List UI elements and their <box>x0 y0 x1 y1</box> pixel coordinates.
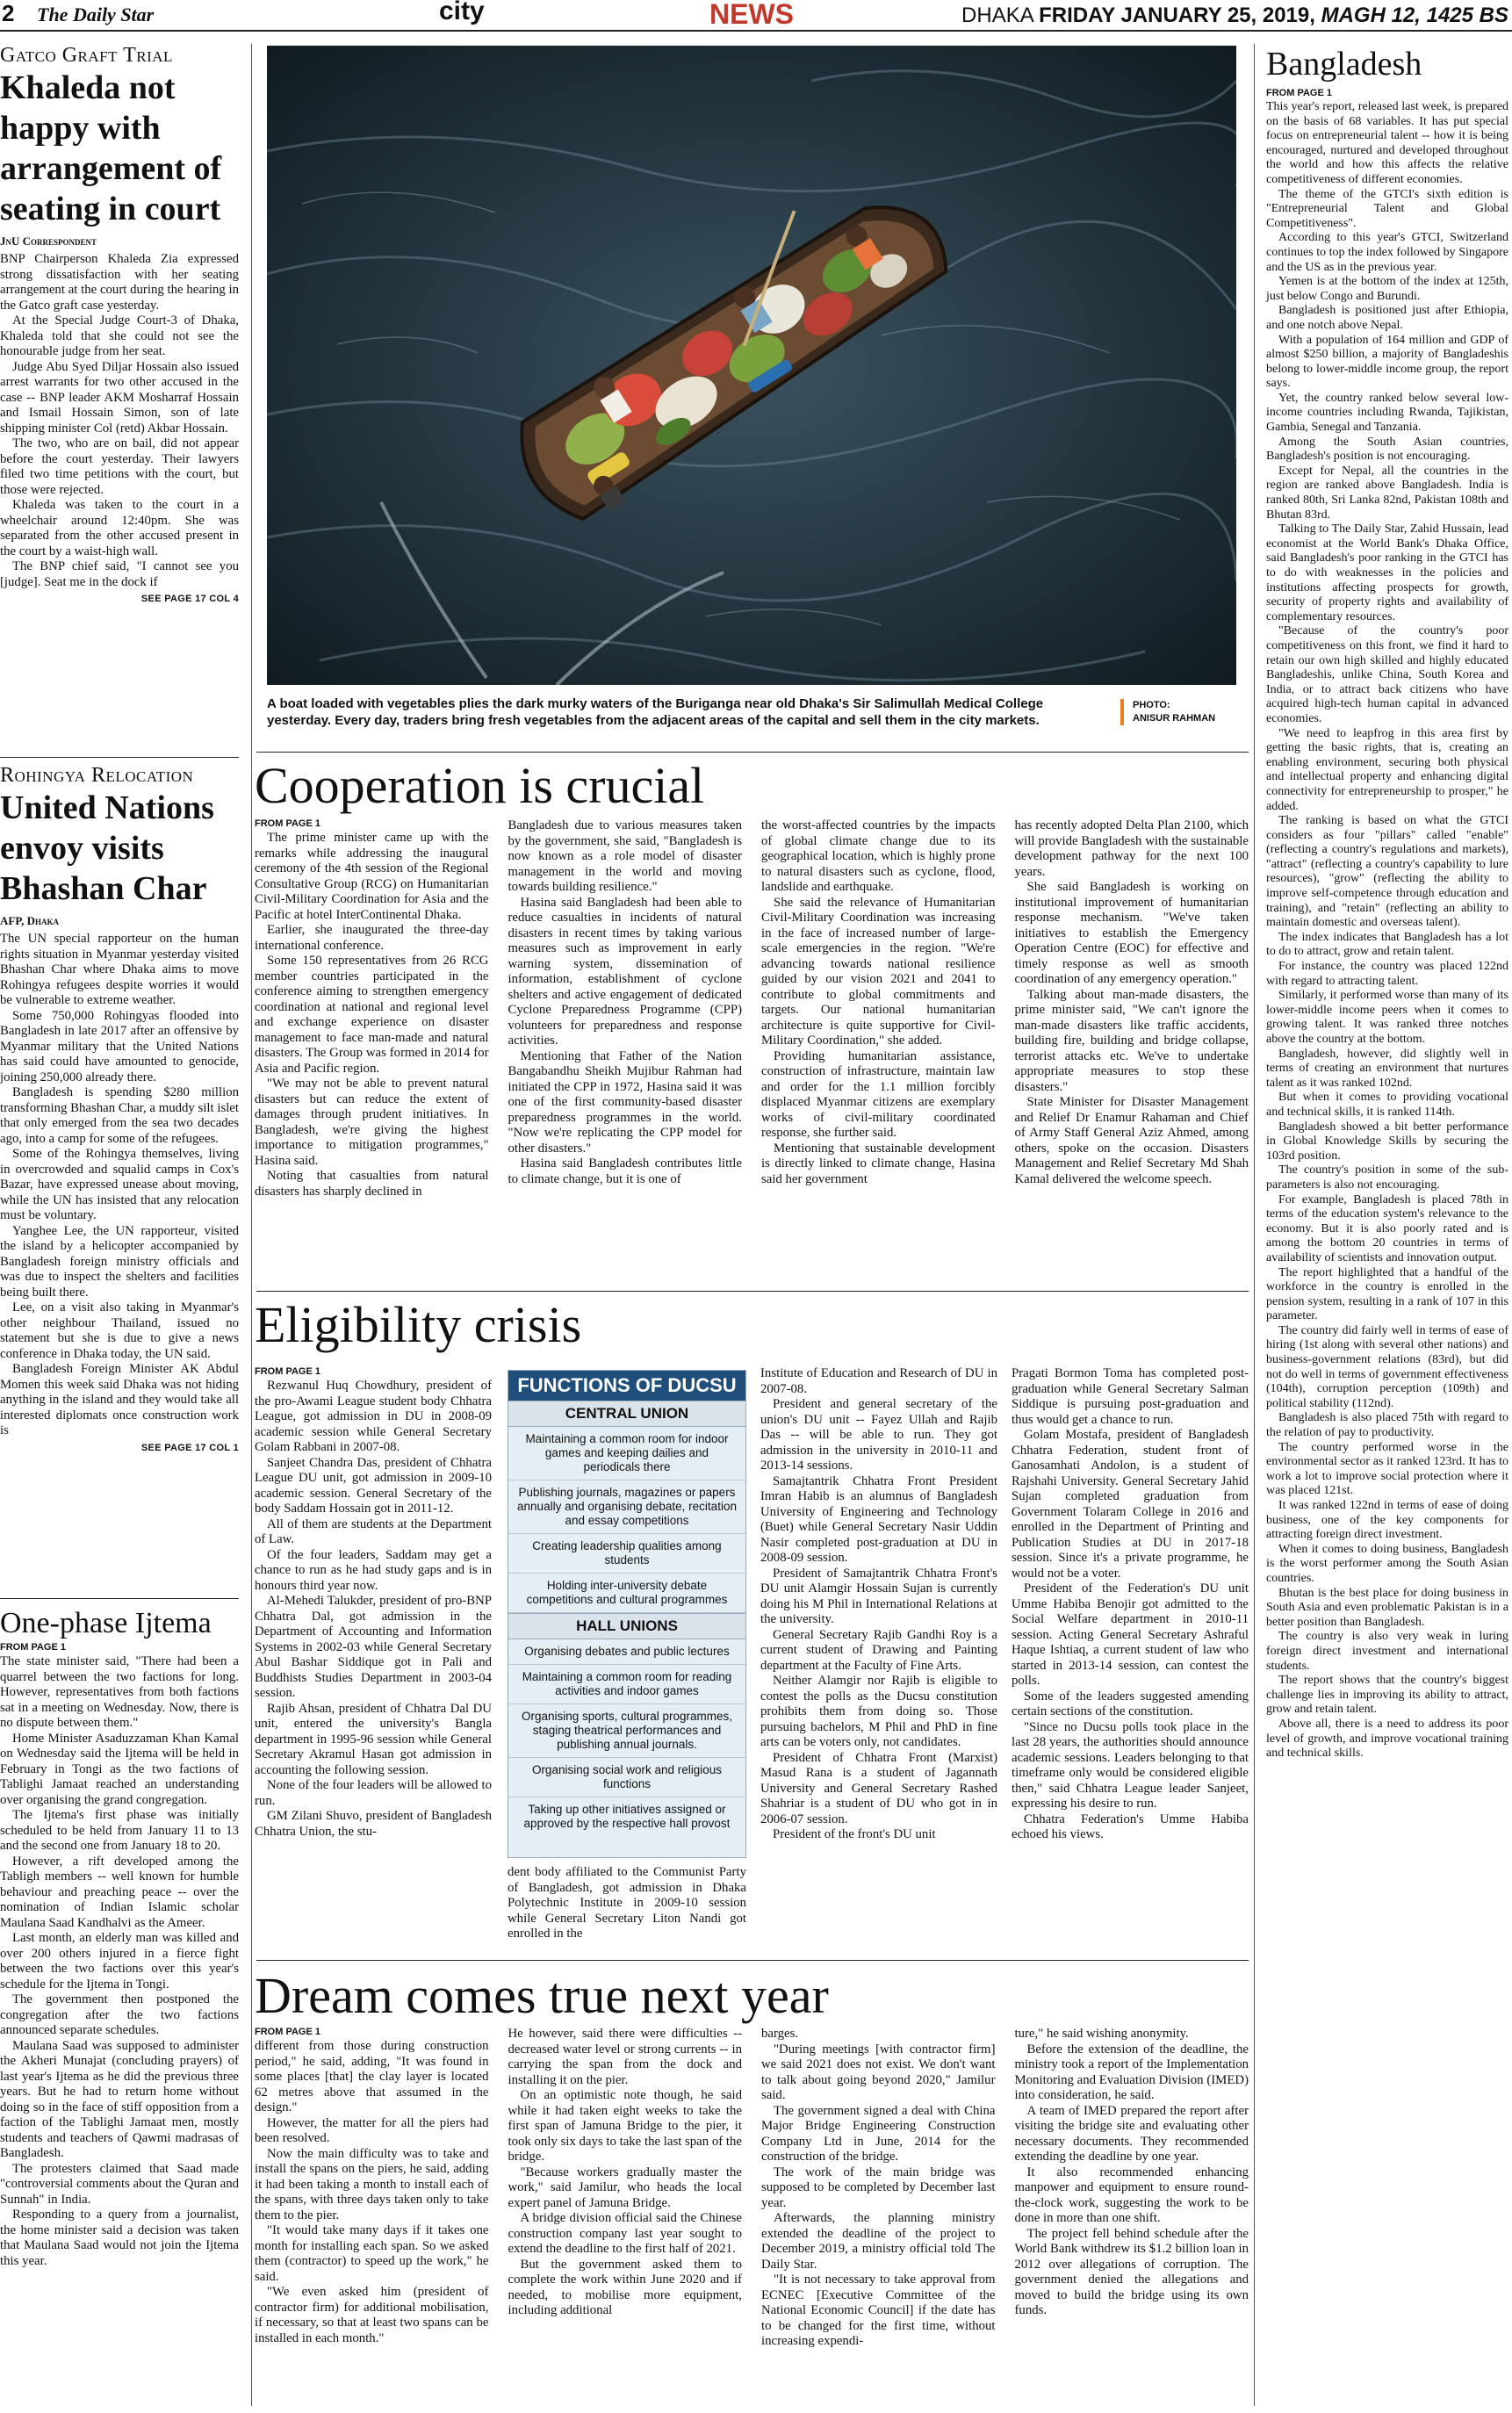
dateline: DHAKA FRIDAY JANUARY 25, 2019, MAGH 12, 1425 BS <box>961 4 1508 27</box>
column-rule <box>251 44 252 2406</box>
article-column: FROM PAGE 1 Rezwanul Huq Chowdhury, president of the pro-Awami League student body Chhatra League, got admission in DU in 2008-09 academic session while General Secretary Golam Rabbani in 2007-08. Sanjeet Chandra Das, president of Chhatra League DU unit, got admission in 2009-10 academic session. General Secretary of the body Saddam Hossain got in 2011-12. All of them are students at the Department of Law. Of the four leaders, Saddam may get a chance to run as he had study gaps and is in honours third year now. Al-Mehedi Talukder, president of pro-BNP Chhatra Dal, got admission in the Department of Accounting and Information Systems in 2002-03 while General Secretary Abul Bashar Siddique got in Pali and Buddhists Studies Department in 2003-04 session. Rajib Ahsan, president of Chhatra Dal DU unit, entered the university's Bangla department in 1995-96 session while General Secretary Akramul Hasan got admission in accounting the following session. None of the four leaders will be allowed to run. GM Zilani Shuvo, president of Bangladesh Chhatra Union, the stu- <box>255 1366 492 1839</box>
article-column: FROM PAGE 1 The prime minister came up with the remarks while addressing the inaugural ceremony of the 4th session of the Regional Consultative Group (RCG) on Humanitarian Civil-Military Coordination for Asia and the Pacific at hotel InterContinental Dhaka. Earlier, she inaugurated the three-day international conference. Some 150 representatives from 26 RCG member countries participated in the conference aiming to strengthen emergency coordination at national and regional level and exchange experience on disaster management to face man-made and natural disasters. The Group was formed in 2014 for Asia and Pacific region. "We may not be able to prevent natural disasters but can reduce the extent of damages through prudent initiatives. In Bangladesh, we're giving the highest importance to mitigation programmes," Hasina said. Noting that casualties from natural disasters has sharply declined in <box>255 818 489 1199</box>
photo-caption: A boat loaded with vegetables plies the dark murky waters of the Buriganga near old Dhaka's Sir Salimullah Medical College yesterday. Every day, traders bring fresh vegetables from the adjacent areas of the capital and sell them in the city markets. <box>267 696 1044 728</box>
divider <box>256 1291 1249 1292</box>
headline[interactable]: United Nations envoy visits Bhashan Char <box>0 789 214 907</box>
divider <box>0 1598 239 1599</box>
article-column: Pragati Bormon Toma has completed post-graduation while General Secretary Salman Siddique is pursuing post-graduation and thus would get a chance to run. Golam Mostafa, president of Bangladesh Chhatra Federation, student front of Ganosamhati Andolon, is a student of Rajshahi University. General Secretary Jahid Sujan completed graduation from Government Tolaram College in 2016 and enrolled in the Department of Printing and Publication Studies at DU in 2017-18 session. Since it's a private programme, he would not be a voter. President of the Federation's DU unit Umme Habiba Benojir got admitted to the Social Welfare department in 2010-11 session. Acting General Secretary Ashraful Haque Ishtiaq, a current student of law who started in 2013-14 session, can contest the polls. Some of the leaders suggested amending certain sections of the constitution. "Since no Ducsu polls took place in the last 28 years, the authorities should announce academic sessions. Leaders belonging to that timeframe only would be considered eligible then," said Chhatra League leader Sanjeet, expressing his desire to run. Chhatra Federation's Umme Habiba echoed his views. <box>1012 1366 1249 1841</box>
article-column: He however, said there were difficulties -- decreased water level or strong currents -- in carrying the span from the dock and installing it on the pier. On an optimistic note though, he said while it had taken eight weeks to take the first span of Jamuna Bridge to the pier, it took only six days to take the last span of the bridge. "Because workers gradually master the work," said Jamilur, who heads the local expert panel of Jamuna Bridge. A bridge division official said the Chinese construction company last year sought to extend the deadline to the first half of 2021. But the government asked them to complete the work within June 2020 and if needed, to mobilise more equipment, including additional <box>508 2027 742 2317</box>
list-item: Organising social work and religious functions <box>508 1758 745 1797</box>
byline: JnU Correspondent <box>0 234 97 248</box>
jump-link[interactable]: SEE PAGE 17 COL 4 <box>140 594 239 604</box>
story-cooperation <box>255 757 1249 1199</box>
story-ijtema <box>0 1605 239 2269</box>
headline[interactable]: Cooperation is crucial <box>255 757 705 814</box>
story-bangladesh-gtci <box>1266 44 1508 1761</box>
story-dream <box>255 1967 1249 2350</box>
jump-link[interactable]: SEE PAGE 17 COL 1 <box>140 1442 239 1453</box>
article-column: ture," he said wishing anonymity. Before the extension of the deadline, the ministry took a report of the Implementation Monitoring and Evaluation Division (IMED) into consideration, he said. A team of IMED prepared the report after visiting the bridge site and evaluating other necessary documents. They recommended extending the deadline by one year. It also recommended enhancing manpower and equipment to ensure round-the-clock work, suggesting the work to be done in more than one shift. The project fell behind schedule after the World Bank withdrew its $1.2 billion loan in 2012 over allegations of corruption. The government denied the allegations and moved to build the bridge using its own funds. <box>1014 2027 1249 2317</box>
headline[interactable]: One-phase Ijtema <box>0 1607 212 1639</box>
article-column: has recently adopted Delta Plan 2100, which will provide Bangladesh with the sustainable development pathway for the next 100 years. She said Bangladesh is working on institutional improvement of humanitarian response mechanism. "We've taken initiatives to establish the Emergency Operation Centre (EOC) for effective and timely response as well as smooth coordination of any emergency operation." Talking about man-made disasters, the prime minister said, "We can't ignore the man-made disasters like traffic accidents, building fire, building and bridge collapse, terrorist attacks etc. We've to undertake appropriate measures to stop these disasters." State Minister for Disaster Management and Relief Dr Enamur Rahaman and Chief of Army Staff General Aziz Ahmed, among others, spoke on the occasion. Disasters Management and Relief Secretary Md Shah Kamal delivered the welcome speech. <box>1014 818 1249 1186</box>
column-rule <box>1254 44 1255 2406</box>
from-page: FROM PAGE 1 <box>0 1642 66 1653</box>
box-subtitle: CENTRAL UNION <box>508 1401 745 1427</box>
list-item: Maintaining a common room for indoor games and keeping dailies and periodicals there <box>508 1427 745 1480</box>
article-column: Bangladesh due to various measures taken by the government, she said, "Bangladesh is now known as a role model of disaster management in the world and moving towards building resilience." Hasina said Bangladesh had been able to reduce casualties in incidents of natural disasters in recent times by taking various measures such as improvement in early warning system, dissemination of information, establishment of cyclone shelters and active engagement of dedicated Cyclone Preparedness Programme (CPP) volunteers for preparedness and response activities. Mentioning that Father of the Nation Bangabandhu Sheikh Mujibur Rahman had initiated the CPP in 1972, Hasina said it was one of the first community-based disaster preparedness programmes in the world. "Now we're replicating the CPP model for other disasters." Hasina said Bangladesh contributes little to climate change, but it is one of <box>508 818 742 1186</box>
article-column: FROM PAGE 1 different from those during construction period," he said, adding, "It was found in some places [that] the clay layer is located 62 metres above that assumed in the design." However, the matter for all the piers had been resolved. Now the main difficulty was to take and install the spans on the piers, he said, adding it had been taking a month to install each of the spans, with three days taken only to take them to the pier. "It would take many days if it takes one month for installing each span. So we asked them (contractor) to speed up the work," he said. "We even asked him (president of contractor firm) for additional mobilisation, if necessary, so that at least two spans can be installed in each month." <box>255 2027 489 2345</box>
article-column: dent body affiliated to the Communist Party of Bangladesh, got admission in Dhaka Polytechnic Institute in 2009-10 session while General Secretary Liton Nandi got enrolled in the <box>508 1865 746 1941</box>
headline[interactable]: Bangladesh <box>1266 46 1422 83</box>
article-body: BNP Chairperson Khaleda Zia expressed strong dissatisfaction with her seating arrangement at the court during the hearing in the Gatco graft case yesterday. At the Special Judge Court-3 of Dhaka, Khaleda told that she could not see the honourable judge from her seat. Judge Abu Syed Diljar Hossain also issued arrest warrants for two other accused in the case -- BNP leader AKM Mosharraf Hossain and Ismail Hossain Simon, son of late shipping minister Col (retd) Akbar Hossain. The two, who are on bail, did not appear before the court yesterday. Their lawyers filed two time petitions with the court, but those were rejected. Khaleda was taken to the court in a wheelchair around 12:40pm. She was separated from the other accused present in the court by a waist-high wall. The BNP chief said, "I cannot see you [judge]. Seat me in the dock if <box>0 252 239 589</box>
divider <box>256 1960 1249 1961</box>
headline[interactable]: Dream comes true next year <box>255 1967 829 2024</box>
article-column: Institute of Education and Research of DU in 2007-08. President and general secretary of the union's DU unit -- Fayez Ullah and Rajib Das -- will be able to run. They got admission in the university in 2010-11 and 2013-14 sessions. Samajtantrik Chhatra Front President Imran Habib is an alumnus of Bangladesh University of Engineering and Technology (Buet) while General Secretary Nasir Uddin Nasir completed post-graduation at DU in 2008-09 session. President of Samajtantrik Chhatra Front's DU unit Alamgir Hossain Sujan is currently doing his M Phil in International Relations at the university. General Secretary Rajib Gandhi Roy is a current student of Drawing and Painting department at the Faculty of Fine Arts. Neither Alamgir nor Rajib is eligible to contest the polls as the Ducsu constitution prohibits them from doing so. Those pursuing bachelors, M Phil and PhD in fine arts can be voters only, not candidates. President of Chhatra Front (Marxist) Masud Rana is a student of Jagannath University and General Secretary Rashed Shahriar is a student of DU who got in in 2006-07 session. President of the front's DU unit <box>760 1366 997 1841</box>
kicker: Rohingya Relocation <box>0 764 194 787</box>
brand-logo: The Daily Star <box>37 4 155 25</box>
story-eligibility <box>255 1296 1249 1354</box>
article-body: This year's report, released last week, is prepared on the basis of 68 variables. It has put special focus on entrepreneurial talent -- how it is being encouraged, nurtured and developed throughout the world and how this affects the relative competitiveness of different economies. The theme of the GTCI's sixth edition is "Entrepreneurial Talent and Global Competitiveness". According to this year's GTCI, Switzerland continues to top the index followed by Singapore and the US as in the previous year. Yemen is at the bottom of the index at 125th, just below Congo and Burundi. Bangladesh is positioned just after Ethiopia, and one notch above Nepal. With a population of 164 million and GDP of almost $250 billion, a majority of Bangladeshis belong to lower-middle income group, the report says. Yet, the country ranked below several low-income countries including Rwanda, Tajikistan, Gambia, Senegal and Tanzania. Among the South Asian countries, Bangladesh's position is not encouraging. Except for Nepal, all the countries in the region are ranked above Bangladesh. India is ranked 80th, Sri Lanka 82nd, Pakistan 108th and Bhutan 83rd. Talking to The Daily Star, Zahid Hussain, lead economist at the World Bank's Dhaka Office, said Bangladesh's poor ranking in the GTCI has to do with weaknesses in the policies and institutions affecting prospects for growth, security of property rights and availability of complementary resources. "Because of the country's poor competitiveness on this front, we find it hard to retain our own high skilled and highly educated Bangladeshis, unlike China, South Korea and India, or to attract back citizens who have acquired high-tech human capital in advanced economies. "We need to leapfrog in this area first by getting the basic rights, that is, creating an enabling environment, securing both physical and intellectual property and enhancing digital connectivity for entrepreneurship to prosper," he added. The ranking is based on what the GTCI considers as four "pillars" called "enable" (reflecting a country's regulations and markets), "attract" (reflecting a country's capability to lure resources), "grow" (reflecting the ability to improve self-competence through education and training), and "retain" (reflecting an ability to maintain domestic and overseas talent). The index indicates that Bangladesh has a lot to do to attract, grow and retain talent. For instance, the country was placed 122nd with regard to attracting talent. Similarly, it performed worse than many of its lower-middle income peers when it comes to growing talent. It was ranked three notches above the country at the bottom. Bangladesh, however, did slightly well in terms of creating an environment that nurtures talent as it was ranked 102nd. But when it comes to providing vocational and technical skills, it is ranked 114th. Bangladesh showed a bit better performance in Global Knowledge Skills by securing the 103rd position. The country's position in some of the sub-parameters is also not encouraging. For example, Bangladesh is placed 78th in terms of the education system's relevance to the economy. But it is also poorly rated and is among the bottom 20 countries in terms of availability of scientists and innovation output. The report highlighted that a handful of the workforce in the country is enrolled in the pension system, resulting in a rank of 107 in this parameter. The country did fairly well in terms of ease of hiring (1st along with several other nations) and business-government relations (83rd), but did not do well in terms of government effectiveness (104th), corruption perception (109th) and political stability (112nd). Bangladesh is also placed 75th with regard to the relation of pay to productivity. The country performed worse in the environmental sector as it ranked 123rd. It has to work a lot to improve social protection where it was placed 121st. It was ranked 122nd in terms of ease of doing business, one of the key components for attracting foreign direct investment. When it comes to doing business, Bangladesh is the worst performer among the South Asian countries. Bhutan is the best place for doing business in South Asia and even problematic Pakistan is in a better position than Bangladesh. The country is also very weak in luring foreign direct investment and international students. The report shows that the country's biggest challenge lies in improving its ability to attract, grow and retain talent. Above all, there is a need to address its poor level of growth, and improve vocational training and technical skills. <box>1266 100 1508 1761</box>
list-item: Maintaining a common room for reading activities and indoor games <box>508 1665 745 1704</box>
list-item: Organising debates and public lectures <box>508 1639 745 1665</box>
article-body: The state minister said, "There had been a quarrel between the two factions for long. However, representatives from both factions sat in a meeting on Wednesday. Now, there is no dispute between them." Home Minister Asaduzzaman Khan Kamal on Wednesday said the Ijtema will be held in February in Tongi as the two factions of Tablighi Jamaat reached an understanding over organising the grand congregation. The Ijtema's first phase was initially scheduled to be held from January 11 to 13 and the second one from January 18 to 20. However, a rift developed among the Tabligh members -- well known for humble behaviour and preaching peace -- over the nomination of Indian Islamic scholar Maulana Saad Kandhalvi as the Ameer. Last month, an elderly man was killed and over 200 others injured in a fierce fight between the two factions over this year's schedule for the Ijtema in Tongi. The government then postponed the congregation after the two factions announced separate schedules. Maulana Saad was supposed to administer the Akheri Munajat (concluding prayers) of last year's Ijtema as he did the previous three years. But he had to return home without doing so in the face of stiff opposition from a faction of the Tablighi Jamaat men, mostly students and teachers of Qawmi madrasas of Bangladesh. The protesters claimed that Saad made "controversial comments about the Quran and Sunnah" in India. Responding to a query from a journalist, the home minister said a decision was taken that Maulana Saad would not join the Ijtema this year. <box>0 1654 239 2268</box>
article-column: the worst-affected countries by the impacts of global climate change due to its geographical location, which is highly prone to natural disasters such as cyclone, flood, landslide and earthquake. She said the relevance of Humanitarian Civil-Military Coordination was increasing in the face of increased number of large-scale emergencies in the region. "We're advancing towards national resilience guided by our vision 2021 and 2041 to contribute to global commitments and targets. Our national humanitarian architecture is quite supportive for Civil-Military Coordination," she added. Providing humanitarian assistance, construction of infrastructure, maintain law and order for the 1.1 million forcibly displaced Myanmar citizens are exemplary works of civil-military coordinated response, she further said. Mentioning that sustainable development is directly linked to climate change, Hasina said her government <box>761 818 996 1186</box>
list-item: Taking up other initiatives assigned or approved by the respective hall provost <box>523 1803 731 1830</box>
list-item: Holding inter-university debate competitions and cultural programmes <box>508 1574 745 1613</box>
divider <box>256 752 1249 753</box>
kicker: Gatco Graft Trial <box>0 44 173 67</box>
list-item: Creating leadership qualities among students <box>508 1534 745 1574</box>
page-number: 2 <box>2 0 15 26</box>
news-photo[interactable] <box>267 46 1236 685</box>
box-title: FUNCTIONS OF DUCSU <box>508 1371 745 1401</box>
headline[interactable]: Eligibility crisis <box>255 1296 582 1353</box>
box-subtitle: HALL UNIONS <box>508 1613 745 1639</box>
story-bhashan-char <box>0 764 239 1453</box>
story-khaleda <box>0 44 239 604</box>
article-column: barges. "During meetings [with contractor firm] we said 2021 does not exist. We don't want to talk about going beyond 2020," Jamilur said. The government signed a deal with China Major Bridge Engineering Construction Company Ltd in June, 2014 for the construction of the bridge. The work of the main bridge was supposed to be completed by December last year. Afterwards, the planning ministry extended the deadline of the project to December 2019, a ministry official told The Daily Star. "It is not necessary to take approval from ECNEC [Executive Committee of the National Economic Council] if the date has to be changed for the first time, without increasing expendi- <box>761 2027 996 2348</box>
section-label: city <box>439 0 485 25</box>
news-label: NEWS <box>709 0 794 30</box>
ducsu-functions-box <box>508 1370 746 1858</box>
headline[interactable]: Khaleda not happy with arrangement of seating in court <box>0 69 222 227</box>
list-item: Organising sports, cultural programmes, staging theatrical performances and publishing annual journals. <box>508 1704 745 1758</box>
masthead <box>0 0 1512 32</box>
from-page: FROM PAGE 1 <box>1266 88 1332 98</box>
list-item: Publishing journals, magazines or papers annually and organising debate, recitation and essay competitions <box>508 1480 745 1534</box>
divider <box>0 757 239 758</box>
boat-photo-image <box>267 46 1236 685</box>
byline: AFP, Dhaka <box>0 914 59 927</box>
article-body: The UN special rapporteur on the human rights situation in Myanmar yesterday visited Bhashan Char where Dhaka aims to move Rohingya refugees despite worries it would be vulnerable to extreme weather. Some 750,000 Rohingyas flooded into Bangladesh in late 2017 after an offensive by Myanmar military that the United Nations has said could have amounted to genocide, joining 250,000 already there. Bangladesh is spending $280 million transforming Bhashan Char, a muddy silt islet that only emerged from the sea two decades ago, into a camp for some of the refugees. Some of the Rohingya themselves, living in overcrowded and squalid camps in Cox's Bazar, have expressed unease about moving, while the UN has insisted that any relocation must be voluntary. Yanghee Lee, the UN rapporteur, visited the island by a helicopter accompanied by Bangladesh foreign ministry officials and was due to inspect the shelters and facilities being built there. Lee, on a visit also taking in Myanmar's other neighbour Thailand, issued no statement but she is due to give a news conference in Dhaka today, the UN said. Bangladesh Foreign Minister AK Abdul Momen this week said Dhaka was not hiding anything in the island and they would take all interested diplomats once construction work is <box>0 932 239 1437</box>
photo-credit: PHOTO: ANISUR RAHMAN <box>1120 699 1215 725</box>
